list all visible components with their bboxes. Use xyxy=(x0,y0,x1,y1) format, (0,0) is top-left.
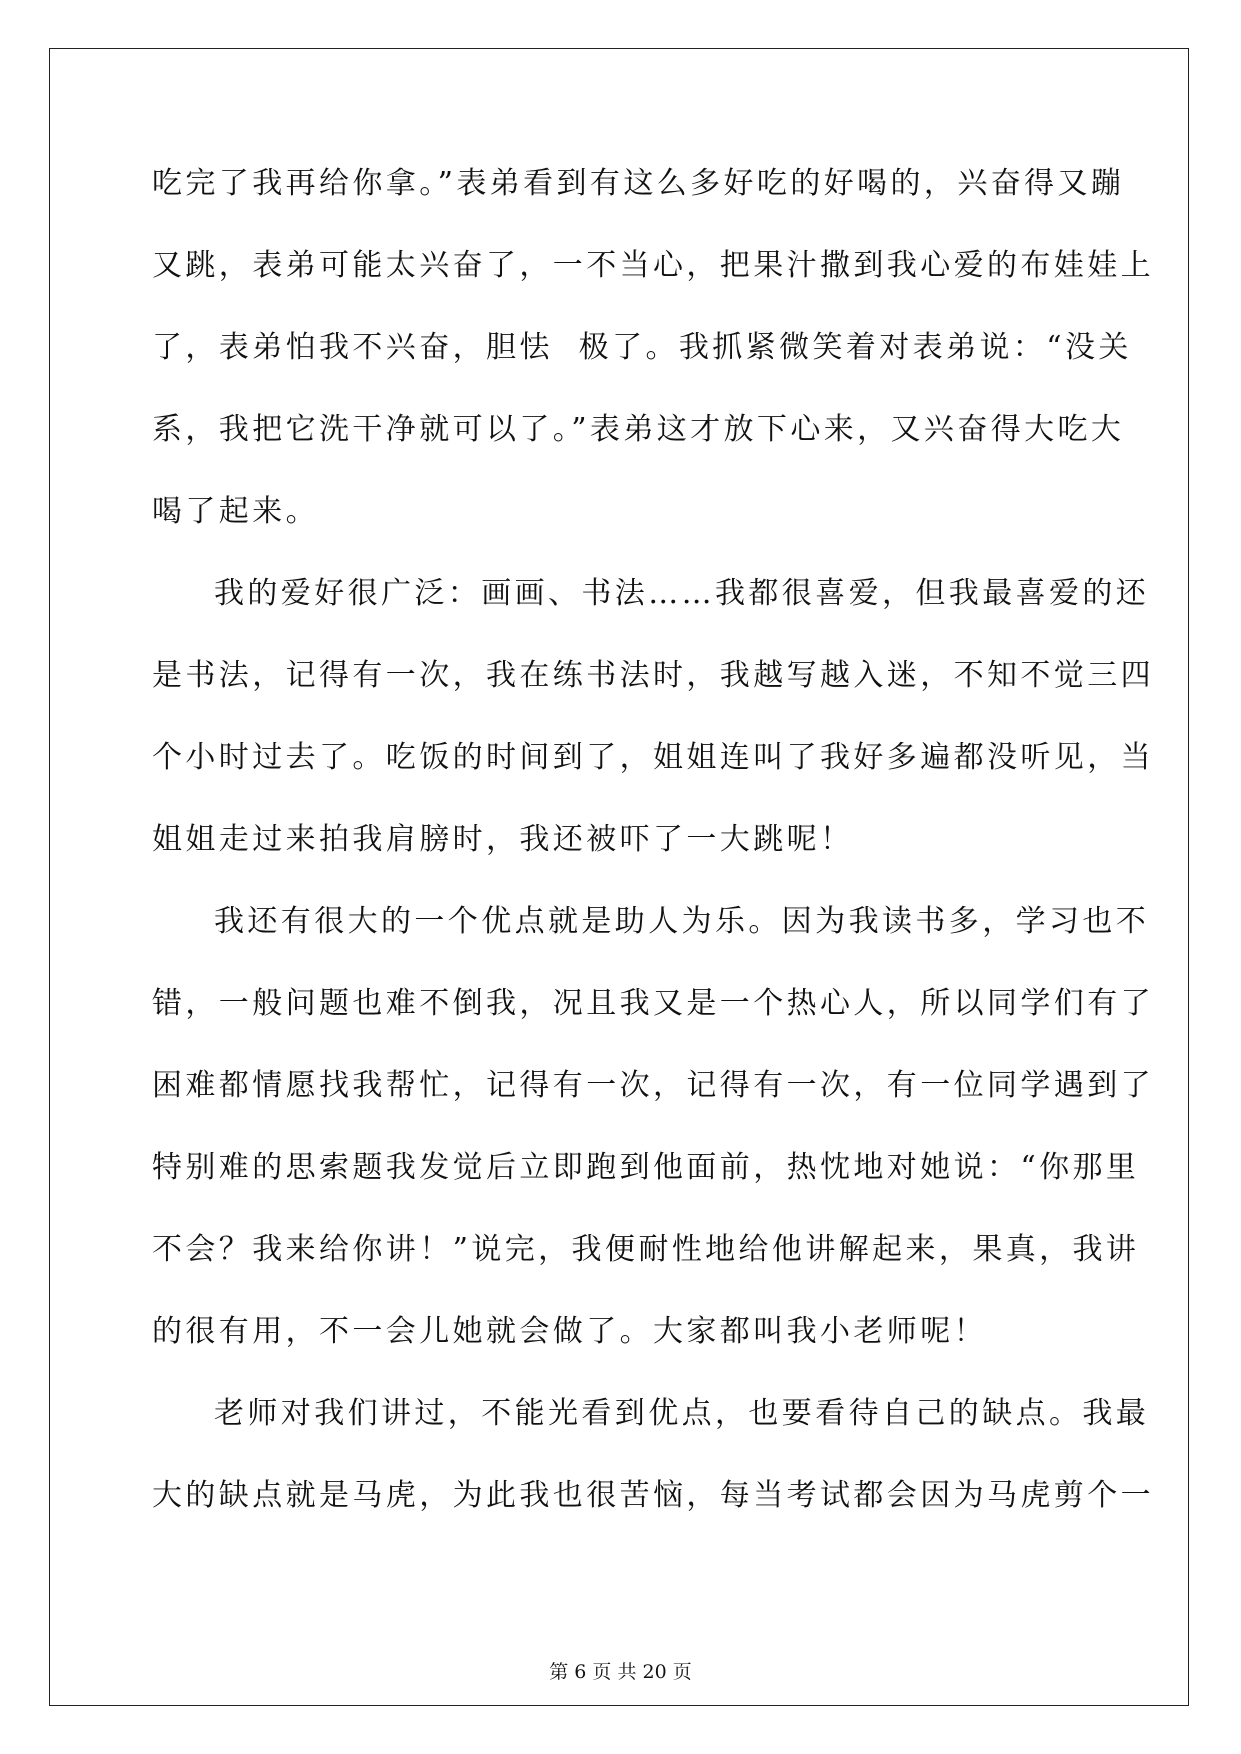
text-line: 个小时过去了。吃饭的时间到了，姐姐连叫了我好多遍都没听见，当 xyxy=(152,740,1154,775)
paragraph-first-line: 老师对我们讲过，不能光看到优点，也要看待自己的缺点。我最 xyxy=(214,1396,1150,1431)
paragraph-first-line: 我的爱好很广泛：画画、书法……我都很喜爱，但我最喜爱的还 xyxy=(214,576,1150,611)
text-line: 吃完了我再给你拿。”表弟看到有这么多好吃的好喝的，兴奋得又蹦 xyxy=(152,166,1125,201)
text-line: 困难都情愿找我帮忙，记得有一次，记得有一次，有一位同学遇到了 xyxy=(152,1068,1154,1103)
text-line: 了，表弟怕我不兴奋，胆怯 极了。我抓紧微笑着对表弟说：“没关 xyxy=(152,330,1132,365)
text-line: 大的缺点就是马虎，为此我也很苦恼，每当考试都会因为马虎剪个一 xyxy=(152,1478,1154,1513)
text-line: 喝了起来。 xyxy=(152,494,319,529)
text-line: 是书法，记得有一次，我在练书法时，我越写越入迷，不知不觉三四 xyxy=(152,658,1154,693)
text-line: 不会？我来给你讲！”说完，我便耐性地给他讲解起来，果真，我讲 xyxy=(152,1232,1140,1267)
text-line: 错，一般问题也难不倒我，况且我又是一个热心人，所以同学们有了 xyxy=(152,986,1154,1021)
paragraph-first-line: 我还有很大的一个优点就是助人为乐。因为我读书多，学习也不 xyxy=(214,904,1150,939)
text-line: 特别难的思索题我发觉后立即跑到他面前，热忱地对她说：“你那里 xyxy=(152,1150,1140,1185)
text-line: 的很有用，不一会儿她就会做了。大家都叫我小老师呢！ xyxy=(152,1314,987,1349)
page-number-footer: 第 6 页 共 20 页 xyxy=(549,1661,692,1683)
text-line: 又跳，表弟可能太兴奋了，一不当心，把果汁撒到我心爱的布娃娃上 xyxy=(152,248,1154,283)
document-body xyxy=(152,162,1154,1556)
text-line: 系，我把它洗干净就可以了。”表弟这才放下心来，又兴奋得大吃大 xyxy=(152,412,1125,447)
text-line: 姐姐走过来拍我肩膀时，我还被吓了一大跳呢！ xyxy=(152,822,854,857)
